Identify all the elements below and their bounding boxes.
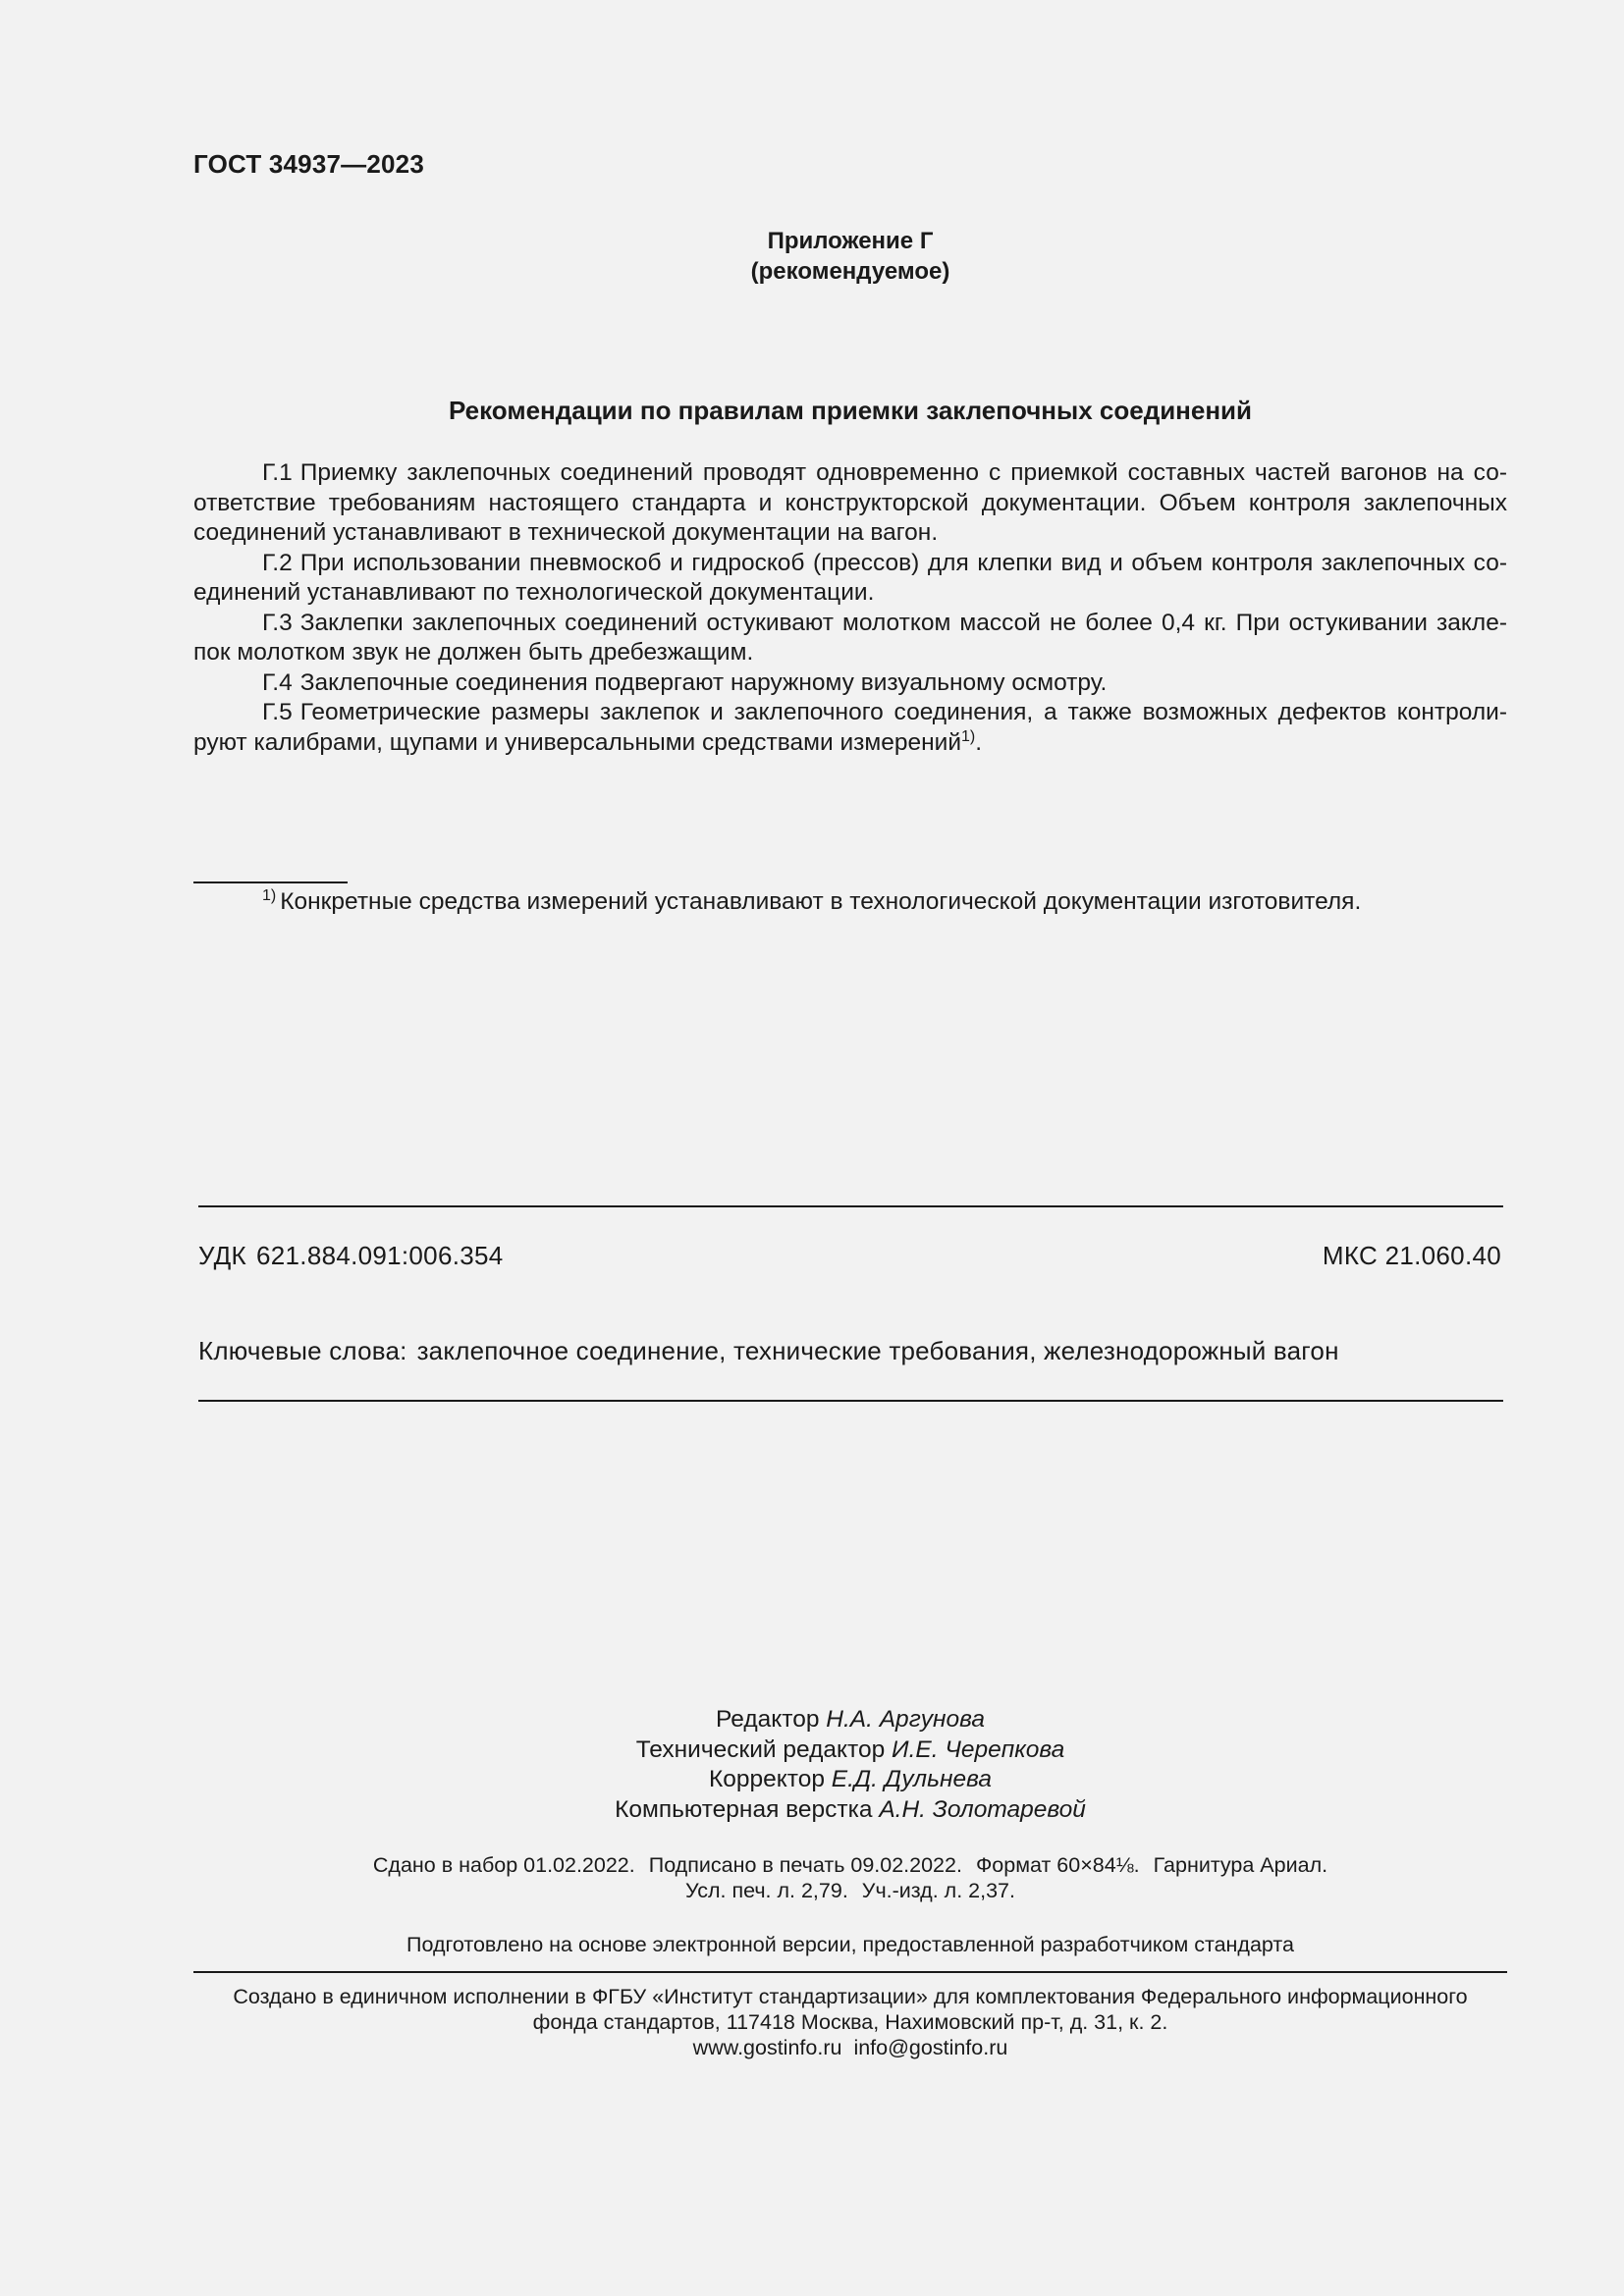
clause-g2	[193, 549, 1507, 609]
footnote-separator	[193, 881, 348, 883]
clause-text: Геометрические размеры заклепок и заклепочного соединения, а также возможных дефектов контролируют калибрами, щупами и универсальными средствами измерений	[193, 699, 1507, 756]
print-info-line-2	[193, 1878, 1507, 1903]
signed-date: Подписано в печать 09.02.2022.	[648, 1853, 962, 1877]
imprint-contacts	[193, 2035, 1507, 2060]
clause-text: Заклепки заклепочных соединений остукивают молотком массой не более 0,4 кг. При остукивании заклепок молотком звук не должен быть дребезжащим.	[193, 609, 1507, 666]
print-info	[193, 1852, 1507, 1903]
clause-text: Приемку заклепочных соединений проводят одновременно с приемкой составных частей вагонов на соответствие требованиям настоящего стандарта и конструкторской документации. Объем контроля заклепочных соединений устанавливают в технической документации на вагон.	[193, 459, 1507, 546]
keywords-label: Ключевые слова:	[198, 1336, 407, 1365]
clause-number: Г.2	[262, 549, 293, 576]
credit-editor	[193, 1705, 1507, 1735]
classification-bottom-rule	[198, 1400, 1503, 1402]
publication-sheets: Уч.-изд. л. 2,37.	[861, 1879, 1015, 1902]
credit-name: Е.Д. Дульнева	[831, 1766, 992, 1792]
keywords	[198, 1336, 1339, 1366]
credit-role: Корректор	[709, 1766, 825, 1792]
paper-format: Формат 60×84⅛.	[975, 1853, 1140, 1877]
classification-top-rule	[198, 1205, 1503, 1207]
credit-name: И.Е. Черепкова	[892, 1735, 1065, 1763]
prepared-note: Подготовлено на основе электронной версии, предоставленной разработчиком стандарта	[406, 1933, 1294, 1956]
imprint-rule	[193, 1971, 1507, 1973]
clause-g4	[193, 668, 1507, 699]
typeface: Гарнитура Ариал.	[1153, 1853, 1328, 1877]
credit-proofreader	[193, 1765, 1507, 1795]
appendix-status: (рекомендуемое)	[750, 258, 950, 285]
clause-number: Г.3	[262, 609, 293, 636]
footnote-marker: 1)	[262, 887, 277, 904]
imprint-line-1: Создано в единичном исполнении в ФГБУ «Институт стандартизации» для комплектования Федерального информационного	[233, 1985, 1468, 2008]
credit-layout	[193, 1795, 1507, 1826]
footnote-reference: 1)	[961, 727, 976, 745]
credit-role: Редактор	[715, 1706, 820, 1733]
imprint-line-2: фонда стандартов, 117418 Москва, Нахимовский пр-т, д. 31, к. 2.	[532, 2010, 1168, 2034]
credit-name: Н.А. Аргунова	[826, 1706, 986, 1733]
clause-text: Заклепочные соединения подвергают наружному визуальному осмотру.	[299, 668, 1108, 696]
udk-value: 621.884.091:006.354	[256, 1241, 504, 1270]
credit-role: Компьютерная верстка	[615, 1795, 873, 1823]
clause-number: Г.1	[262, 459, 293, 486]
typeset-date: Сдано в набор 01.02.2022.	[372, 1853, 635, 1877]
clause-g1	[193, 458, 1507, 549]
imprint	[193, 1984, 1507, 2060]
clause-number: Г.5	[262, 699, 293, 725]
credit-technical-editor	[193, 1735, 1507, 1766]
appendix-heading	[193, 226, 1507, 287]
section-body	[193, 458, 1507, 758]
print-info-line-1	[193, 1852, 1507, 1878]
clause-g5	[193, 698, 1507, 758]
mks-code: МКС 21.060.40	[1322, 1241, 1501, 1270]
keywords-list: заклепочное соединение, технические требования, железнодорожный вагон	[416, 1336, 1339, 1365]
udk-label: УДК	[198, 1241, 247, 1270]
section-title: Рекомендации по правилам приемки заклепочных соединений	[448, 396, 1253, 425]
credit-name: А.Н. Золотаревой	[879, 1795, 1086, 1823]
document-code: ГОСТ 34937—2023	[193, 149, 424, 179]
email-link[interactable]: info@gostinfo.ru	[853, 2036, 1008, 2059]
appendix-title: Приложение Г	[767, 228, 934, 254]
clause-g3	[193, 609, 1507, 668]
conventional-sheets: Усл. печ. л. 2,79.	[684, 1879, 848, 1902]
website-link[interactable]: www.gostinfo.ru	[692, 2036, 842, 2059]
clause-text: При использовании пневмоскоб и гидроскоб (прессов) для клепки вид и объем контроля заклепочных соединений устанавливают по технологической документации.	[193, 549, 1507, 606]
credit-role: Технический редактор	[635, 1735, 886, 1763]
clause-tail: .	[975, 728, 983, 756]
footnote-text: Конкретные средства измерений устанавливают в технологической документации изготовителя.	[280, 888, 1362, 915]
udk-code	[198, 1241, 504, 1271]
editorial-credits	[193, 1705, 1507, 1825]
footnote	[262, 887, 1361, 917]
clause-number: Г.4	[262, 668, 293, 696]
